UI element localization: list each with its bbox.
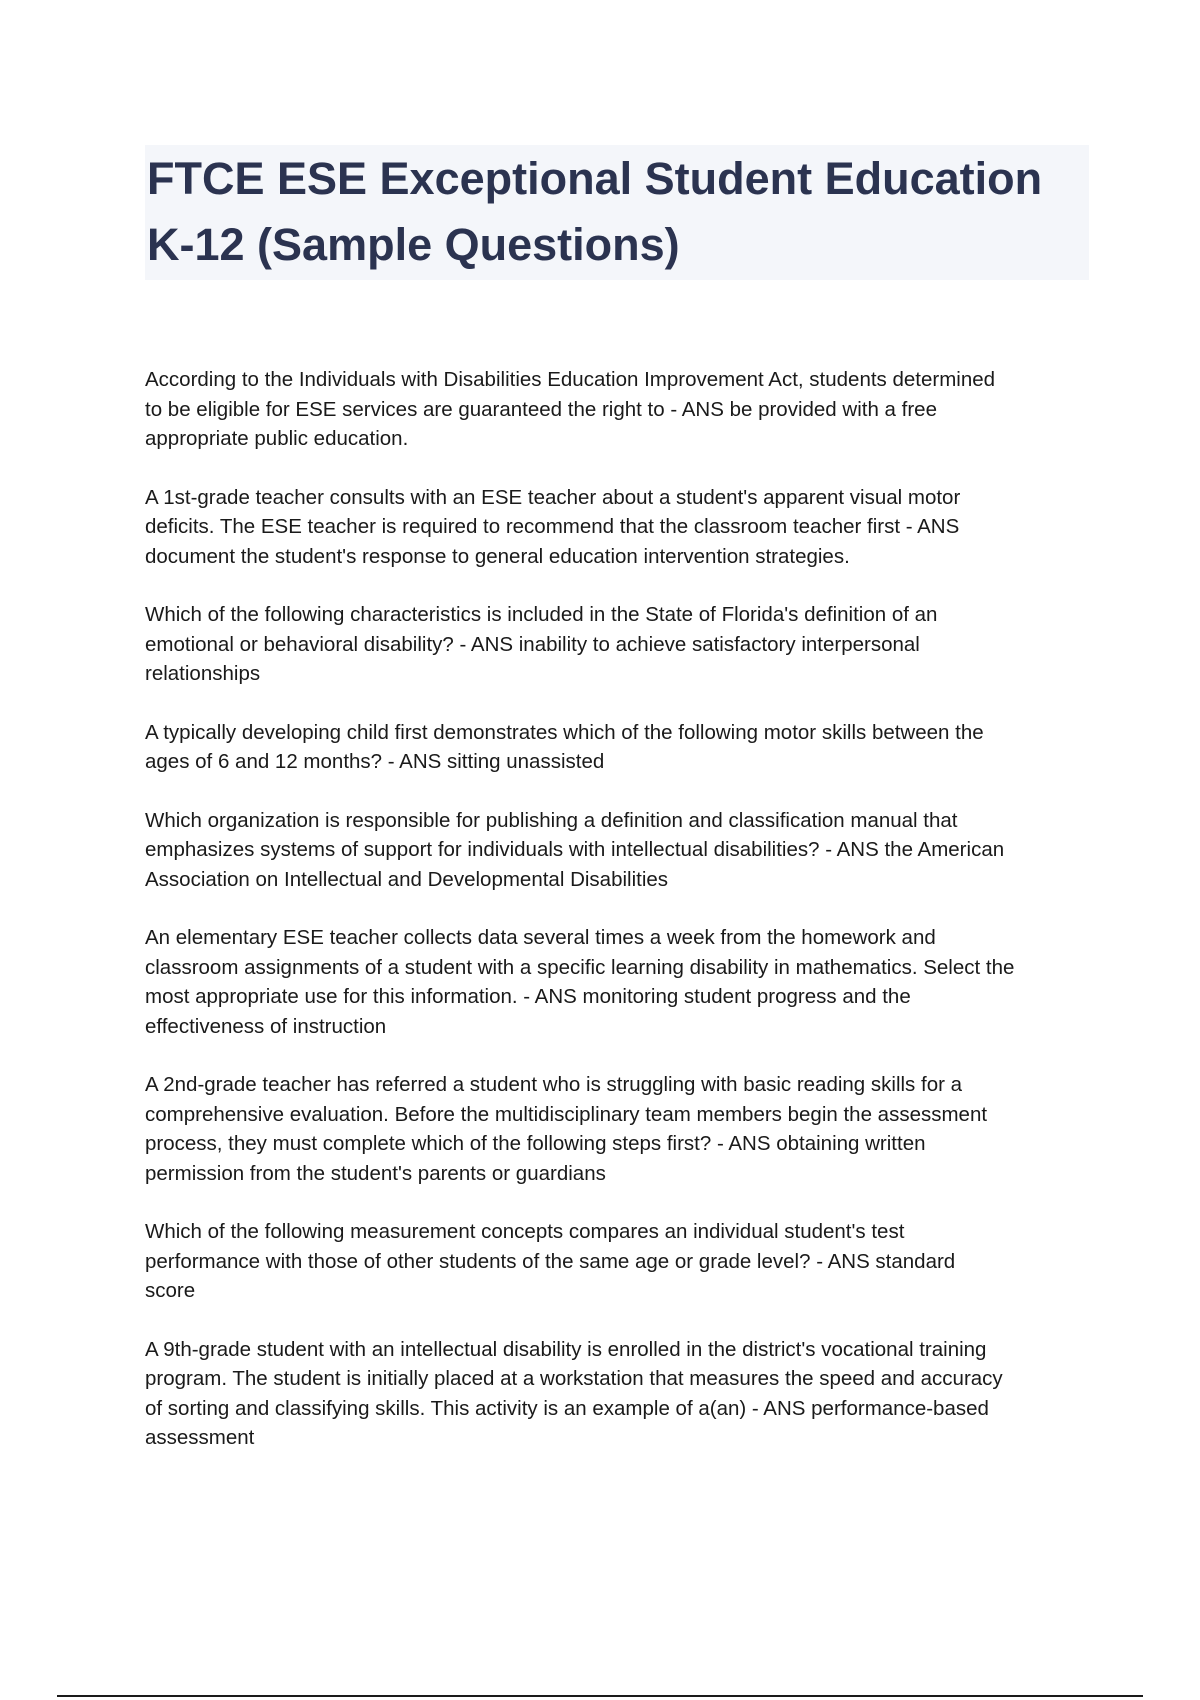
qa-item: A 2nd-grade teacher has referred a student who is struggling with basic reading skills for a comprehensive evaluation. Before the multidisciplinary team members begin the assessment process, they must complete which of the following steps first? - ANS obtaining written permission from the student's parents or guardians [145, 1073, 988, 1185]
qa-item: Which organization is responsible for publishing a definition and classification manual that emphasizes systems of support for individuals with intellectual disabilities? - ANS the American Association on Intellectual and Developmental Disabilities [145, 808, 1005, 891]
title-banner [145, 145, 1089, 280]
qa-item: According to the Individuals with Disabilities Education Improvement Act, students determined to be eligible for ESE services are guaranteed the right to - ANS be provided with a free appropriate public education. [145, 368, 996, 450]
qa-item: Which of the following measurement concepts compares an individual student's test performance with those of other students of the same age or grade level? - ANS standard score [145, 1220, 956, 1302]
qa-item: A 9th-grade student with an intellectual disability is enrolled in the district's vocational training program. The student is initially placed at a workstation that measures the speed and accuracy of sorting and classifying skills. This activity is an example of a(an) - ANS performance-based assessment [145, 1337, 1003, 1449]
footer-divider [57, 1695, 1143, 1697]
qa-item: A 1st-grade teacher consults with an ESE teacher about a student's apparent visual motor deficits. The ESE teacher is required to recommend that the classroom teacher first - ANS document the student's response to general education intervention strategies. [145, 485, 961, 568]
qa-item: An elementary ESE teacher collects data several times a week from the homework and classroom assignments of a student with a specific learning disability in mathematics. Select the most appropriate use for this information. - ANS monitoring student progress and the effectiveness of instruction [145, 926, 1015, 1038]
document-title: FTCE ESE Exceptional Student Education K-12 (Sample Questions) [147, 153, 1043, 270]
qa-item: A typically developing child first demonstrates which of the following motor skills between the ages of 6 and 12 months? - ANS sitting unassisted [145, 720, 984, 773]
qa-item: Which of the following characteristics is included in the State of Florida's definition of an emotional or behavioral disability? - ANS inability to achieve satisfactory interpersonal relationships [145, 603, 938, 685]
qa-list [145, 365, 1100, 1482]
